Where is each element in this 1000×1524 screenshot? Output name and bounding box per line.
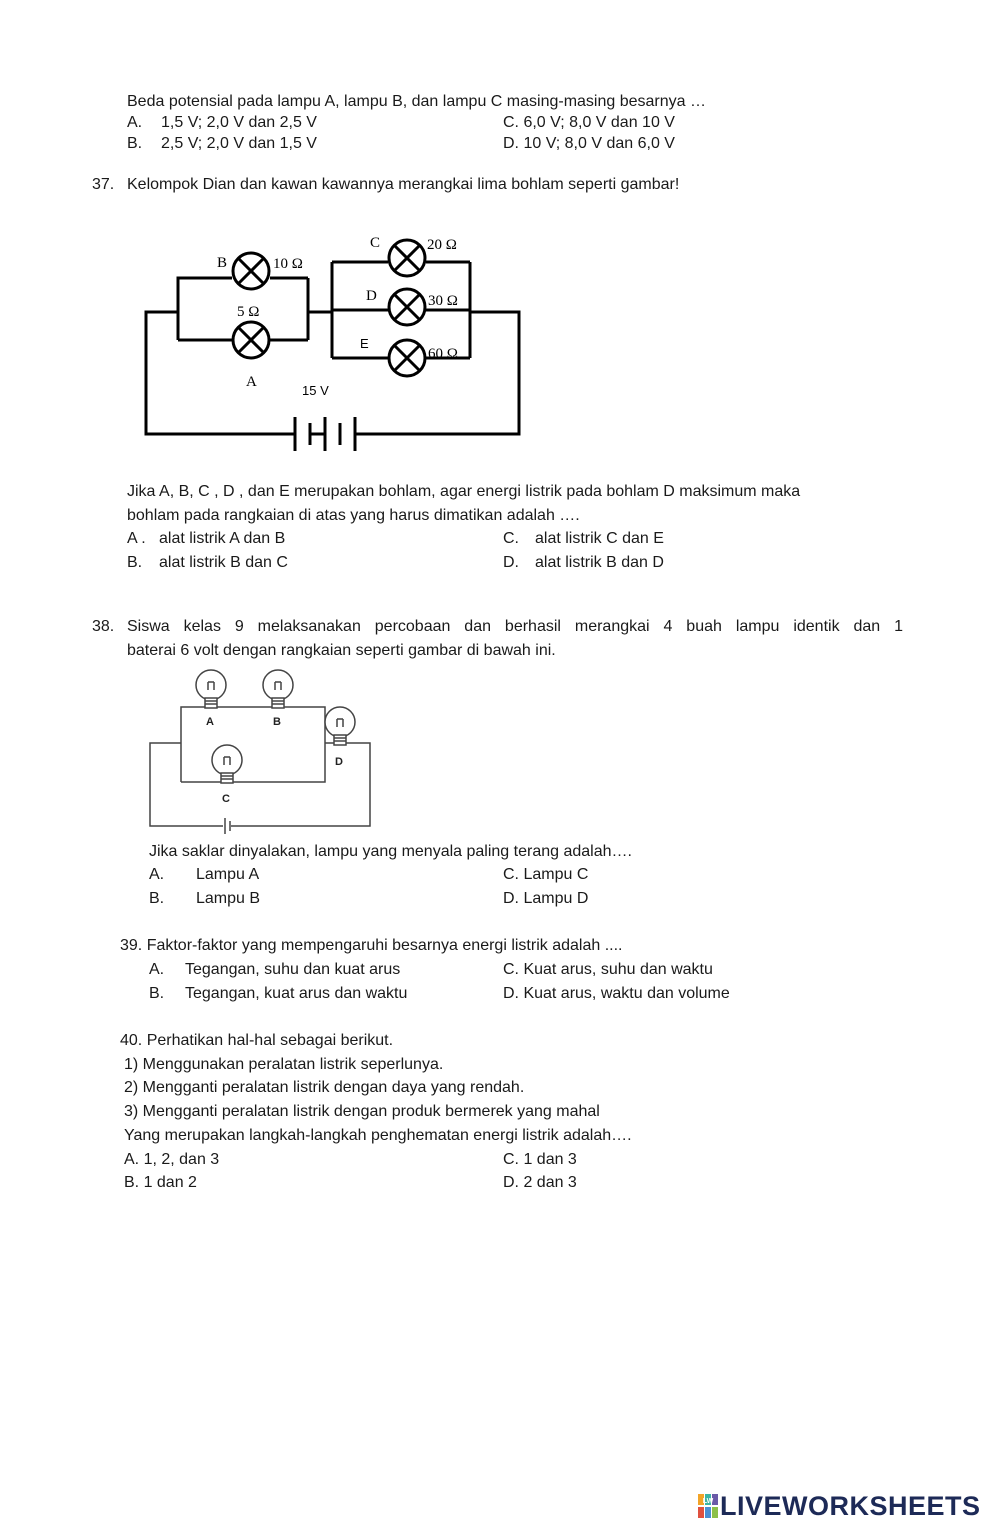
q37-option-b-label: B. <box>127 554 143 571</box>
q38-option-a-label: A. <box>149 866 165 883</box>
svg-text:LW: LW <box>702 1498 714 1505</box>
q38-option-b: Lampu B <box>196 890 261 907</box>
q39-option-b: Tegangan, kuat arus dan waktu <box>185 985 408 1002</box>
q40-stem: 40. Perhatikan hal-hal sebagai berikut. <box>120 1032 394 1049</box>
label-lamp-a: A <box>246 374 257 390</box>
q40-option-a: A. 1, 2, dan 3 <box>124 1151 220 1168</box>
q38-circuit-diagram <box>145 668 385 840</box>
label-res-c: 20 Ω <box>427 237 457 253</box>
label-lamp-e: E <box>360 336 369 351</box>
q39-option-d: D. Kuat arus, waktu dan volume <box>503 985 730 1002</box>
label-bulb-d: D <box>335 756 343 768</box>
q36-option-c: C. 6,0 V; 8,0 V dan 10 V <box>503 114 675 131</box>
q37-option-b: alat listrik B dan C <box>159 554 288 571</box>
q38-option-c: C. Lampu C <box>503 866 589 883</box>
q36-stem: Beda potensial pada lampu A, lampu B, dan lampu C masing-masing besarnya … <box>127 93 706 110</box>
q37-number: 37. <box>92 176 115 193</box>
lamp-a-icon <box>233 322 269 358</box>
label-lamp-c: C <box>370 235 381 251</box>
q40-option-c: C. 1 dan 3 <box>503 1151 577 1168</box>
q36-option-a-label: A. <box>127 114 143 131</box>
q37-option-c: alat listrik C dan E <box>535 530 664 547</box>
bulb-b-icon <box>263 670 293 708</box>
wire-outer-left <box>146 312 295 434</box>
q37-option-d-label: D. <box>503 554 519 571</box>
q36-option-b: 2,5 V; 2,0 V dan 1,5 V <box>161 135 317 152</box>
q40-option-b: B. 1 dan 2 <box>124 1174 197 1191</box>
liveworksheets-logo-icon <box>698 1494 718 1518</box>
label-lamp-b: B <box>217 255 228 271</box>
label-bulb-c: C <box>222 793 230 805</box>
q38-number: 38. <box>92 618 115 635</box>
label-bulb-b: B <box>273 716 281 728</box>
bulb-c-icon <box>212 745 242 783</box>
q40-item-2: 2) Mengganti peralatan listrik dengan daya yang rendah. <box>124 1079 525 1096</box>
q40-item-1: 1) Menggunakan peralatan listrik seperlunya. <box>124 1056 444 1073</box>
q37-circuit-diagram <box>140 225 530 470</box>
wire-outer-right <box>355 312 519 434</box>
battery-icon <box>295 417 355 451</box>
label-battery: 15 V <box>302 383 329 398</box>
lamp-e-icon <box>389 340 425 376</box>
q38-option-d: D. Lampu D <box>503 890 589 907</box>
label-res-b: 10 Ω <box>273 256 303 272</box>
label-res-e: 60 Ω <box>428 346 458 362</box>
q38-question: Jika saklar dinyalakan, lampu yang menyala paling terang adalah…. <box>149 843 632 860</box>
wire-inner-top <box>181 707 325 782</box>
lamp-c-icon <box>389 240 425 276</box>
q37-option-a-label: A . <box>127 530 146 547</box>
label-bulb-a: A <box>206 716 214 728</box>
liveworksheets-logo-text: LIVEWORKSHEETS <box>720 1491 981 1521</box>
bulb-d-icon <box>325 707 355 745</box>
q38-stem-line1: Siswa kelas 9 melaksanakan percobaan dan berhasil merangkai 4 buah lampu identik dan 1 <box>127 618 903 635</box>
q37-text-line2: bohlam pada rangkaian di atas yang harus dimatikan adalah …. <box>127 507 580 524</box>
q37-option-d: alat listrik B dan D <box>535 554 664 571</box>
q40-question: Yang merupakan langkah-langkah penghematan energi listrik adalah…. <box>124 1127 632 1144</box>
q38-option-a: Lampu A <box>196 866 260 883</box>
q39-option-a-label: A. <box>149 961 165 978</box>
q39-option-c: C. Kuat arus, suhu dan waktu <box>503 961 713 978</box>
q37-option-c-label: C. <box>503 530 519 547</box>
q36-option-d: D. 10 V; 8,0 V dan 6,0 V <box>503 135 675 152</box>
wire-left-group-top <box>178 278 232 279</box>
label-lamp-d: D <box>366 288 377 304</box>
lamp-b-icon <box>233 253 269 289</box>
q37-text-line1: Jika A, B, C , D , dan E merupakan bohlam, agar energi listrik pada bohlam D maksimum maka <box>127 483 801 500</box>
q37-stem: Kelompok Dian dan kawan kawannya merangkai lima bohlam seperti gambar! <box>127 176 680 193</box>
q37-option-a: alat listrik A dan B <box>159 530 286 547</box>
q36-option-b-label: B. <box>127 135 143 152</box>
wire-outer-top-right <box>231 743 370 826</box>
q40-item-3: 3) Mengganti peralatan listrik dengan produk bermerek yang mahal <box>124 1103 600 1120</box>
lamp-d-icon <box>389 289 425 325</box>
q40-option-d: D. 2 dan 3 <box>503 1174 577 1191</box>
bulb-a-icon <box>196 670 226 708</box>
label-res-d: 30 Ω <box>428 293 458 309</box>
q36-option-a: 1,5 V; 2,0 V dan 2,5 V <box>161 114 317 131</box>
q38-stem-line2: baterai 6 volt dengan rangkaian seperti gambar di bawah ini. <box>127 642 556 659</box>
q38-option-b-label: B. <box>149 890 165 907</box>
q39-option-a: Tegangan, suhu dan kuat arus <box>185 961 401 978</box>
label-res-a: 5 Ω <box>237 304 260 320</box>
q39-option-b-label: B. <box>149 985 165 1002</box>
q39-stem: 39. Faktor-faktor yang mempengaruhi besarnya energi listrik adalah .... <box>120 937 623 954</box>
